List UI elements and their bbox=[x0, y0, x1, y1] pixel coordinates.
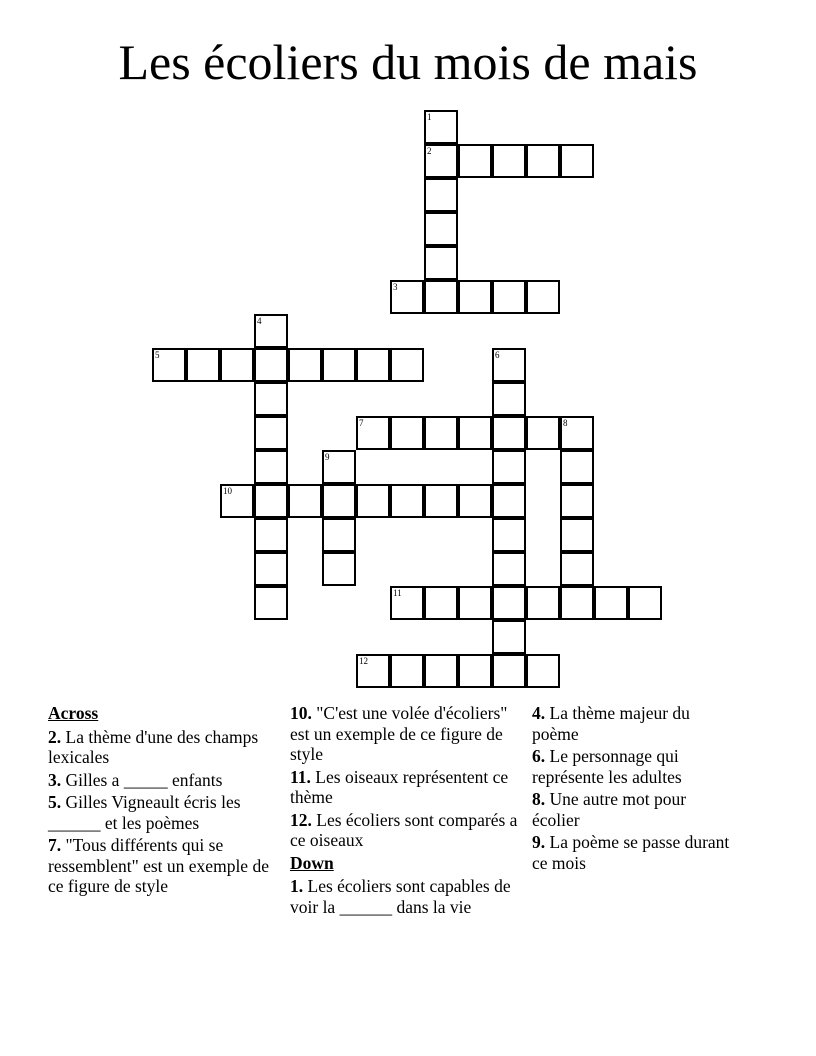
grid-cell[interactable] bbox=[492, 348, 526, 382]
grid-cell[interactable] bbox=[424, 484, 458, 518]
grid-cell[interactable] bbox=[492, 552, 526, 586]
clue-down-9: 9. La poème se passe durant ce mois bbox=[532, 832, 730, 873]
grid-cell[interactable] bbox=[356, 348, 390, 382]
clue-number: 10 bbox=[223, 486, 232, 496]
clue-number: 7 bbox=[359, 418, 364, 428]
grid-cell[interactable] bbox=[254, 552, 288, 586]
clues-column-3 bbox=[532, 703, 732, 875]
grid-cell[interactable] bbox=[492, 518, 526, 552]
grid-cell[interactable] bbox=[254, 450, 288, 484]
grid-cell[interactable] bbox=[526, 144, 560, 178]
clue-across-7: 7. "Tous différents qui se ressemblent" est un exemple de ce figure de style bbox=[48, 835, 269, 896]
grid-cell[interactable] bbox=[458, 280, 492, 314]
clue-number: 9 bbox=[325, 452, 330, 462]
grid-cell[interactable] bbox=[288, 348, 322, 382]
clue-across-12: 12. Les écoliers sont comparés a ce oiseaux bbox=[290, 809, 518, 850]
grid-cell[interactable] bbox=[560, 518, 594, 552]
grid-cell[interactable] bbox=[424, 280, 458, 314]
grid-cell[interactable] bbox=[254, 348, 288, 382]
grid-cell[interactable] bbox=[492, 586, 526, 620]
clue-across-11: 11. Les oiseaux représentent ce thème bbox=[290, 766, 509, 807]
grid-cell[interactable] bbox=[526, 280, 560, 314]
page-title: Les écoliers du mois de mais bbox=[118, 34, 698, 90]
grid-cell[interactable] bbox=[220, 348, 254, 382]
grid-cell[interactable] bbox=[492, 382, 526, 416]
grid-cell[interactable] bbox=[526, 586, 560, 620]
grid-cell[interactable] bbox=[492, 450, 526, 484]
clue-number: 6 bbox=[495, 350, 500, 360]
grid-cell[interactable] bbox=[628, 586, 662, 620]
clue-down-4: 4. La thème majeur du poème bbox=[532, 703, 690, 744]
grid-cell[interactable] bbox=[560, 484, 594, 518]
clue-number: 2 bbox=[427, 146, 432, 156]
grid-cell[interactable] bbox=[356, 416, 390, 450]
grid-cell[interactable] bbox=[356, 654, 390, 688]
grid-cell[interactable] bbox=[492, 654, 526, 688]
clue-across-2: 2. La thème d'une des champs lexicales bbox=[48, 726, 259, 767]
grid-cell[interactable] bbox=[458, 144, 492, 178]
across-heading: Across bbox=[48, 703, 99, 723]
grid-cell[interactable] bbox=[560, 552, 594, 586]
clue-down-1: 1. Les écoliers sont capables de voir la ______ dans la vie bbox=[290, 876, 511, 917]
grid-cell[interactable] bbox=[458, 484, 492, 518]
grid-cell[interactable] bbox=[322, 450, 356, 484]
grid-cell[interactable] bbox=[288, 484, 322, 518]
grid-cell[interactable] bbox=[390, 654, 424, 688]
clues-column-2 bbox=[290, 703, 520, 919]
grid-cell[interactable] bbox=[356, 484, 390, 518]
grid-cell[interactable] bbox=[254, 416, 288, 450]
clue-number: 12 bbox=[359, 656, 368, 666]
clues-column-1 bbox=[48, 703, 270, 899]
down-heading: Down bbox=[290, 852, 334, 873]
grid-cell[interactable] bbox=[424, 212, 458, 246]
clue-across-3: 3. Gilles a _____ enfants bbox=[48, 769, 223, 790]
grid-cell[interactable] bbox=[322, 552, 356, 586]
clue-across-10: 10. "C'est une volée d'écoliers" est un exemple de ce figure de style bbox=[290, 703, 508, 764]
clue-number: 11 bbox=[393, 588, 402, 598]
clue-across-5: 5. Gilles Vigneault écris les ______ et les poèmes bbox=[48, 792, 241, 833]
grid-cell[interactable] bbox=[560, 416, 594, 450]
grid-cell[interactable] bbox=[322, 348, 356, 382]
grid-cell[interactable] bbox=[424, 416, 458, 450]
clue-number: 1 bbox=[427, 112, 432, 122]
grid-cell[interactable] bbox=[254, 586, 288, 620]
grid-cell[interactable] bbox=[424, 654, 458, 688]
grid-cell[interactable] bbox=[424, 246, 458, 280]
grid-cell[interactable] bbox=[526, 654, 560, 688]
grid-cell[interactable] bbox=[492, 484, 526, 518]
grid-cell[interactable] bbox=[390, 280, 424, 314]
clue-number: 5 bbox=[155, 350, 160, 360]
clue-number: 3 bbox=[393, 282, 398, 292]
grid-cell[interactable] bbox=[424, 586, 458, 620]
grid-cell[interactable] bbox=[560, 144, 594, 178]
grid-cell[interactable] bbox=[186, 348, 220, 382]
grid-cell[interactable] bbox=[254, 382, 288, 416]
grid-cell[interactable] bbox=[560, 586, 594, 620]
grid-cell[interactable] bbox=[254, 518, 288, 552]
grid-cell[interactable] bbox=[492, 144, 526, 178]
grid-cell[interactable] bbox=[492, 620, 526, 654]
grid-cell[interactable] bbox=[152, 348, 186, 382]
clue-down-8: 8. Une autre mot pour écolier bbox=[532, 789, 687, 830]
grid-cell[interactable] bbox=[594, 586, 628, 620]
clue-number: 4 bbox=[257, 316, 262, 326]
clue-down-6: 6. Le personnage qui représente les adultes bbox=[532, 746, 682, 787]
grid-cell[interactable] bbox=[254, 484, 288, 518]
grid-cell[interactable] bbox=[458, 654, 492, 688]
grid-cell[interactable] bbox=[390, 586, 424, 620]
grid-cell[interactable] bbox=[424, 178, 458, 212]
grid-cell[interactable] bbox=[220, 484, 254, 518]
grid-cell[interactable] bbox=[322, 484, 356, 518]
grid-cell[interactable] bbox=[458, 416, 492, 450]
grid-cell[interactable] bbox=[526, 416, 560, 450]
grid-cell[interactable] bbox=[390, 484, 424, 518]
grid-cell[interactable] bbox=[322, 518, 356, 552]
grid-cell[interactable] bbox=[254, 314, 288, 348]
grid-cell[interactable] bbox=[390, 348, 424, 382]
grid-cell[interactable] bbox=[492, 416, 526, 450]
grid-cell[interactable] bbox=[492, 280, 526, 314]
grid-cell[interactable] bbox=[424, 110, 458, 144]
grid-cell[interactable] bbox=[560, 450, 594, 484]
grid-cell[interactable] bbox=[390, 416, 424, 450]
grid-cell[interactable] bbox=[458, 586, 492, 620]
grid-cell[interactable] bbox=[424, 144, 458, 178]
clue-number: 8 bbox=[563, 418, 568, 428]
